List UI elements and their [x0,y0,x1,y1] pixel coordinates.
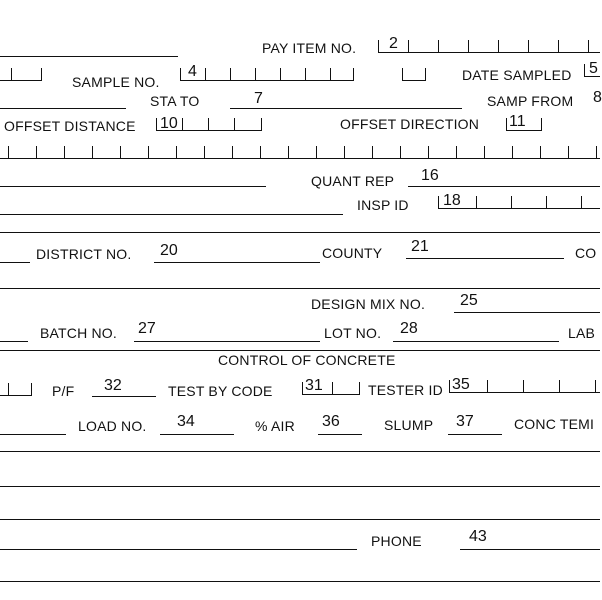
divider-3 [0,350,600,351]
sta-to-line[interactable] [230,108,462,109]
blank-line-b[interactable] [0,519,600,520]
tester-id-field[interactable] [449,378,600,393]
sample-no-label: SAMPLE NO. [72,74,160,90]
quant-rep-value: 16 [421,167,439,184]
offset-direction-value: 11 [509,113,526,130]
sta-to-value: 7 [254,90,263,107]
samp-from-label: SAMP FROM [487,93,574,109]
blank-line-row10-left[interactable] [0,341,28,342]
pf-label: P/F [52,383,75,399]
district-no-label: DISTRICT NO. [36,246,132,262]
row2-small-field[interactable] [402,66,426,81]
blank-line-row12-left[interactable] [0,434,66,435]
pf-value: 32 [104,377,122,394]
lot-no-value: 28 [400,320,418,337]
batch-no-value: 27 [138,320,156,337]
county-label: COUNTY [322,245,383,261]
lot-no-label: LOT NO. [324,325,382,341]
pct-air-line[interactable] [318,434,362,435]
county-value: 21 [411,238,429,255]
load-no-value: 34 [177,413,195,430]
offset-distance-value: 10 [160,115,178,132]
quant-rep-label: QUANT REP [311,173,395,189]
pct-air-value: 36 [322,413,340,430]
design-mix-no-value: 25 [460,292,478,309]
offset-distance-label: OFFSET DISTANCE [4,118,136,134]
blank-line-phone-left[interactable] [0,549,357,550]
phone-label: PHONE [371,533,422,549]
insp-id-label: INSP ID [357,197,409,213]
pf-line[interactable] [92,396,156,397]
lot-no-line[interactable] [393,341,559,342]
conc-temp-partial-label: CONC TEMI [514,416,595,432]
blank-line-row7-left[interactable] [0,214,343,215]
test-by-code-value: 31 [305,377,323,394]
divider-4 [0,451,600,452]
district-no-line[interactable] [154,262,320,263]
sta-to-label: STA TO [150,93,200,109]
tester-id-label: TESTER ID [368,382,443,398]
blank-line-a[interactable] [0,486,600,487]
design-mix-no-line[interactable] [454,312,600,313]
district-no-value: 20 [160,242,178,259]
blank-line-row8-left[interactable] [0,262,30,263]
pay-item-no-field[interactable] [378,38,600,53]
county-line[interactable] [406,258,564,259]
offset-direction-label: OFFSET DIRECTION [340,116,480,132]
slump-line[interactable] [448,434,502,435]
slump-value: 37 [456,413,474,430]
pct-air-label: % AIR [255,418,295,434]
test-by-code-label: TEST BY CODE [168,383,273,399]
tester-id-value: 35 [452,376,470,393]
insp-id-field[interactable] [438,194,600,209]
section-title: CONTROL OF CONCRETE [218,352,396,368]
load-no-label: LOAD NO. [78,418,147,434]
load-no-line[interactable] [160,434,234,435]
samp-from-value: 8 [593,89,602,106]
sample-no-value: 4 [188,63,197,80]
co-partial-label: CO [575,245,597,261]
batch-no-line[interactable] [134,341,320,342]
row11-left-tick-field[interactable] [0,381,32,396]
blank-line-row3-left[interactable] [0,108,126,109]
pay-item-no-label: PAY ITEM NO. [262,40,357,56]
sample-no-field[interactable] [180,66,354,81]
phone-line[interactable] [460,549,600,550]
pay-item-no-value: 2 [389,35,398,52]
insp-id-value: 18 [443,192,461,209]
design-mix-no-label: DESIGN MIX NO. [311,296,426,312]
phone-value: 43 [469,528,487,545]
blank-line-c[interactable] [0,581,600,582]
blank-line-row1-left[interactable] [0,56,178,57]
batch-no-label: BATCH NO. [40,325,117,341]
quant-rep-line[interactable] [408,186,600,187]
divider-2 [0,288,600,289]
lab-partial-label: LAB [568,325,596,341]
date-sampled-label: DATE SAMPLED [462,67,572,83]
blank-line-row6-left[interactable] [0,186,266,187]
date-sampled-value: 5 [589,60,598,77]
divider-1 [0,232,600,233]
long-tick-field[interactable] [0,144,600,159]
slump-label: SLUMP [384,417,434,433]
row2-left-tick-field[interactable] [0,66,42,81]
